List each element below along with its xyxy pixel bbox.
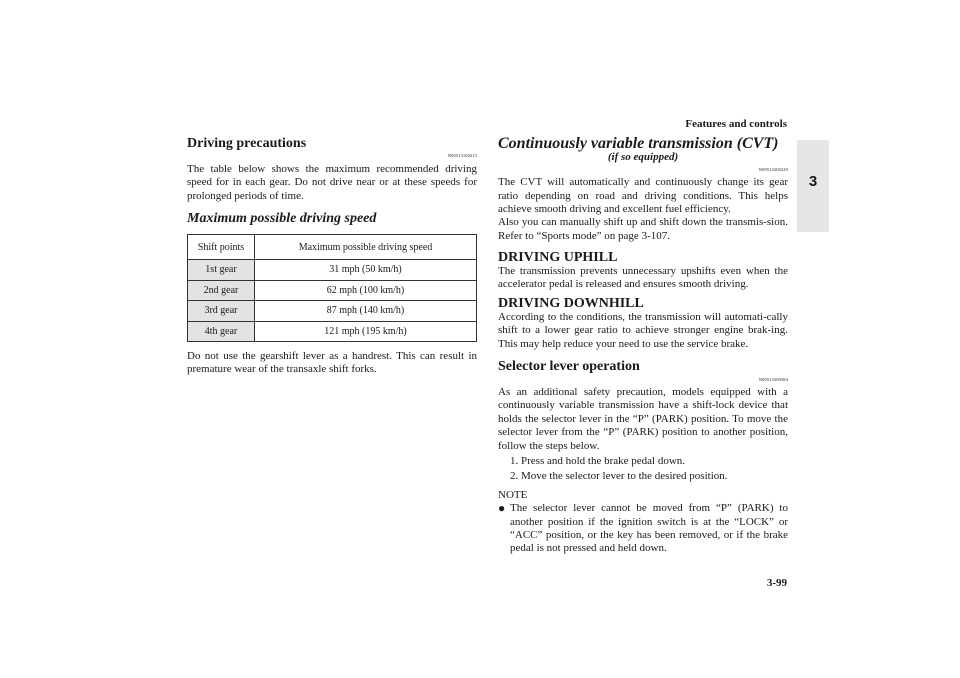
section-code: N00513200229 bbox=[758, 166, 788, 172]
driving-downhill-heading: DRIVING DOWNHILL bbox=[498, 296, 644, 312]
section-code: N00513100215 bbox=[447, 153, 477, 159]
table-header-row bbox=[188, 235, 477, 260]
steps-list bbox=[510, 455, 788, 484]
table-row bbox=[188, 260, 477, 280]
chapter-tab-number: 3 bbox=[808, 173, 818, 190]
cvt-subheading: (if so equipped) bbox=[607, 151, 679, 164]
table-cell-gear: 3rd gear bbox=[188, 301, 255, 321]
right-column bbox=[498, 137, 788, 556]
list-item: 2. Move the selector lever to the desired position. bbox=[510, 470, 728, 483]
table-cell-speed: 87 mph (140 km/h) bbox=[255, 301, 477, 321]
selector-lever-heading: Selector lever operation bbox=[498, 359, 640, 375]
driving-uphill-paragraph: The transmission prevents unnecessary upshifts even when the accelerator pedal is released and ensures smooth driving. bbox=[498, 264, 788, 291]
table-cell-speed: 62 mph (100 km/h) bbox=[255, 280, 477, 300]
max-speed-subheading: Maximum possible driving speed bbox=[187, 211, 377, 227]
max-speed-table bbox=[187, 234, 477, 342]
table-cell-speed: 121 mph (195 km/h) bbox=[255, 321, 477, 341]
bullet-icon: ● bbox=[498, 501, 506, 516]
table-cell-gear: 2nd gear bbox=[188, 280, 255, 300]
gearshift-warning-paragraph: Do not use the gearshift lever as a handrest. This can result in premature wear of the transaxle shift forks. bbox=[187, 350, 477, 376]
note-item bbox=[498, 502, 788, 556]
note-text: The selector lever cannot be moved from “P” (PARK) to another position if the ignition switch is at the “LOCK” or “ACC” position, or the key has been removed, or if the brake pedal is not pressed and held down. bbox=[510, 502, 788, 555]
running-header: Features and controls bbox=[685, 118, 787, 130]
table-header-shift-points: Shift points bbox=[188, 235, 255, 260]
table-header-max-speed: Maximum possible driving speed bbox=[255, 235, 477, 260]
driving-downhill-paragraph: According to the conditions, the transmission will automati-cally shift to a lower gear ratio to achieve stronger engine brak-ing. This may help reduce your need to use the service brake. bbox=[498, 310, 788, 350]
table-cell-speed: 31 mph (50 km/h) bbox=[255, 260, 477, 280]
cvt-manual-shift-paragraph: Also you can manually shift up and shift down the transmis-sion. Refer to “Sports mode” on page 3-107. bbox=[498, 216, 788, 242]
driving-precautions-heading: Driving precautions bbox=[187, 136, 307, 151]
left-column bbox=[187, 137, 477, 377]
chapter-tab bbox=[797, 140, 829, 232]
page-number: 3-99 bbox=[766, 577, 787, 589]
intro-paragraph: The table below shows the maximum recommended driving speed for in each gear. Do not drive near or at these speeds for prolonged periods of time. bbox=[187, 162, 477, 202]
table-row bbox=[188, 321, 477, 341]
table-cell-gear: 1st gear bbox=[188, 260, 255, 280]
section-code: N00513300384 bbox=[758, 376, 788, 382]
note-label: NOTE bbox=[498, 488, 528, 501]
list-item: 1. Press and hold the brake pedal down. bbox=[510, 454, 686, 467]
cvt-intro-paragraph: The CVT will automatically and continuously change its gear ratio depending on road and driving conditions. This helps achieve smooth driving and excellent fuel efficiency. bbox=[498, 176, 788, 216]
table-row bbox=[188, 280, 477, 300]
table-cell-gear: 4th gear bbox=[188, 321, 255, 341]
cvt-heading: Continuously variable transmission (CVT) bbox=[498, 135, 779, 152]
table-row bbox=[188, 301, 477, 321]
driving-uphill-heading: DRIVING UPHILL bbox=[498, 250, 618, 266]
selector-lever-paragraph: As an additional safety precaution, models equipped with a continuously variable transmission have a shift-lock device that holds the selector lever in the “P” (PARK) position. To move the selector lever from the “P” (PARK) position to another position, follow the steps below. bbox=[498, 385, 788, 452]
